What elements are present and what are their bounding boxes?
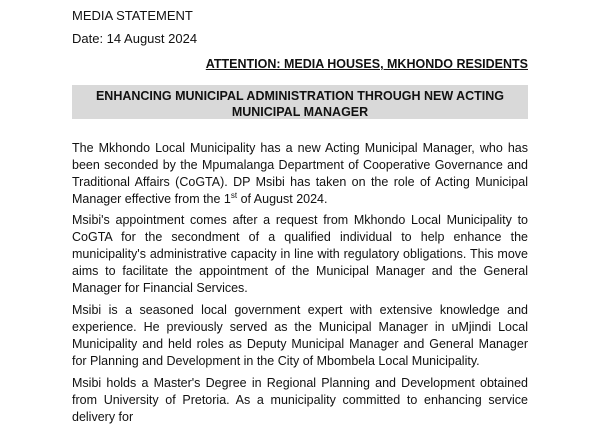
paragraph-appointment xyxy=(72,140,528,208)
title-line-2: MUNICIPAL MANAGER xyxy=(231,105,369,119)
paragraph-text: The Mkhondo Local Municipality has a new Acting Municipal Manager, who has been seconded by the Mpumalanga Department of Cooperative Governance and Traditional Affairs (CoGTA). DP Msibi has taken on the role of Acting Municipal Manager effective from the 1 xyxy=(72,141,528,206)
paragraph-request: Msibi's appointment comes after a request from Mkhondo Local Municipality to CoGTA for the secondment of a qualified individual to help enhance the municipality's administrative capacity in line with regulatory obligations. This move aims to facilitate the appointment of the Municipal Manager and the General Manager for Financial Services. xyxy=(72,213,528,295)
statement-date: Date: 14 August 2024 xyxy=(72,31,198,46)
statement-title-banner xyxy=(72,85,528,119)
title-line-1: ENHANCING MUNICIPAL ADMINISTRATION THROUGH NEW ACTING xyxy=(95,89,505,103)
paragraph-experience: Msibi is a seasoned local government expert with extensive knowledge and experience. He previously served as the Municipal Manager in uMjindi Local Municipality and held roles as Deputy Municipal Manager and General Manager for Planning and Development in the City of Mbombela Local Municipality. xyxy=(72,303,528,368)
ordinal-suffix: st xyxy=(230,190,238,200)
attention-line: ATTENTION: MEDIA HOUSES, MKHONDO RESIDENTS xyxy=(205,57,528,71)
paragraph-qualifications: Msibi holds a Master's Degree in Regional Planning and Development obtained from University of Pretoria. As a municipality committed to enhancing service delivery for xyxy=(72,376,528,424)
media-statement-heading: MEDIA STATEMENT xyxy=(72,8,193,23)
paragraph-text-end: of August 2024. xyxy=(237,192,328,206)
